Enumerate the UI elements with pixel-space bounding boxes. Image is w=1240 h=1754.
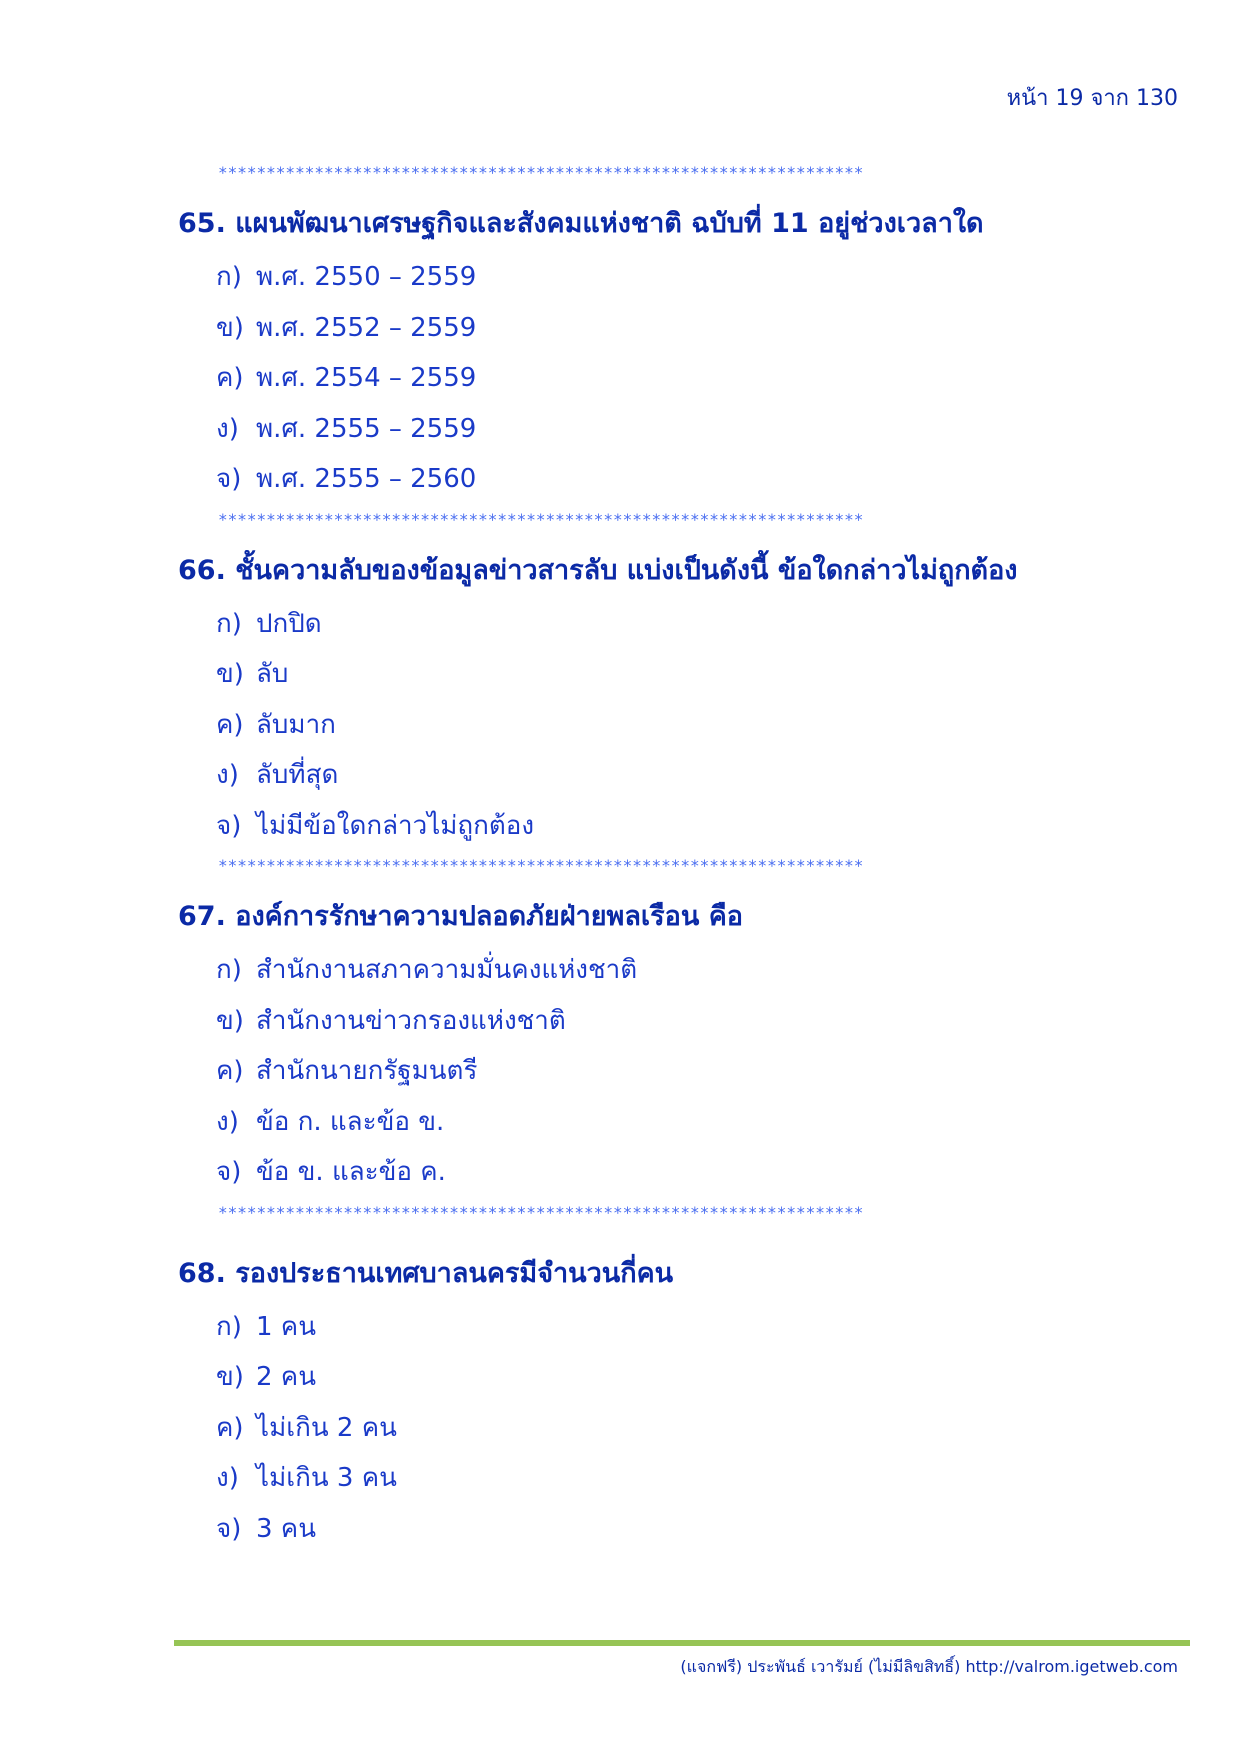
option xyxy=(216,1046,1158,1097)
option xyxy=(216,1453,1158,1504)
option-text: ไม่เกิน 2 คน xyxy=(256,1412,397,1443)
footer-divider xyxy=(174,1640,1190,1646)
option xyxy=(216,252,1158,303)
option-text: 1 คน xyxy=(256,1311,316,1342)
option-text: ข้อ ข. และข้อ ค. xyxy=(256,1157,446,1187)
divider: ******************************************************************* xyxy=(218,856,864,875)
option-letter: ค) xyxy=(216,1056,244,1086)
option-list xyxy=(178,252,1158,505)
option-text: พ.ศ. 2555 – 2559 xyxy=(256,413,477,444)
option-letter: ค) xyxy=(216,363,244,393)
option xyxy=(216,801,1158,852)
option-text: พ.ศ. 2552 – 2559 xyxy=(256,312,477,343)
option xyxy=(216,1147,1158,1198)
option xyxy=(216,1352,1158,1403)
option xyxy=(216,1504,1158,1555)
option-letter: ข) xyxy=(216,659,244,689)
option-list xyxy=(178,1302,1158,1555)
quiz-content xyxy=(178,158,1158,1554)
option xyxy=(216,649,1158,700)
option xyxy=(216,1097,1158,1148)
option-text: ลับที่สุด xyxy=(256,760,339,790)
option-text: พ.ศ. 2550 – 2559 xyxy=(256,262,477,292)
option xyxy=(216,945,1158,996)
option-letter: ข) xyxy=(216,312,244,343)
question-title: 66. ชั้นความลับของข้อมูลข่าวสารลับ แบ่งเป็นดังนี้ ข้อใดกล่าวไม่ถูกต้อง xyxy=(178,554,1018,586)
option-letter: จ) xyxy=(216,1513,242,1544)
option-letter: ก) xyxy=(216,1311,242,1342)
option-text: ลับมาก xyxy=(256,709,336,740)
option-text: สำนักงานข่าวกรองแห่งชาติ xyxy=(256,1005,566,1036)
option-letter: ง) xyxy=(216,1463,239,1493)
option xyxy=(216,454,1158,505)
option xyxy=(216,404,1158,455)
option xyxy=(216,353,1158,404)
question-title: 67. องค์การรักษาความปลอดภัยฝ่ายพลเรือน คือ xyxy=(178,901,743,932)
question-67 xyxy=(178,895,1158,1198)
option-list xyxy=(178,945,1158,1198)
option-letter: ง) xyxy=(216,1106,239,1137)
option xyxy=(216,750,1158,801)
option-text: สำนักงานสภาความมั่นคงแห่งชาติ xyxy=(256,955,638,985)
option-text: สำนักนายกรัฐมนตรี xyxy=(256,1056,478,1086)
option-letter: ก) xyxy=(216,262,242,292)
option-letter: จ) xyxy=(216,464,242,494)
option-text: พ.ศ. 2554 – 2559 xyxy=(256,363,477,393)
option-text: 2 คน xyxy=(256,1362,316,1392)
option-letter: ค) xyxy=(216,1412,244,1443)
footer-credit: (แจกฟรี) ประพันธ์ เวารัมย์ (ไม่มีลิขสิทธิ์) http://valrom.igetweb.com xyxy=(680,1657,1178,1676)
question-title: 68. รองประธานเทศบาลนครมีจำนวนกี่คน xyxy=(178,1257,674,1289)
option-text: ลับ xyxy=(256,659,289,689)
option xyxy=(216,996,1158,1047)
option-list xyxy=(178,599,1158,852)
option-letter: ง) xyxy=(216,413,239,444)
page-number: หน้า 19 จาก 130 xyxy=(1006,86,1178,111)
option xyxy=(216,700,1158,751)
option xyxy=(216,599,1158,650)
question-68 xyxy=(178,1252,1158,1555)
question-65 xyxy=(178,202,1158,505)
option-text: ไม่เกิน 3 คน xyxy=(256,1463,397,1493)
divider: ******************************************************************* xyxy=(218,163,864,182)
divider: ******************************************************************* xyxy=(218,509,864,529)
question-66 xyxy=(178,549,1158,852)
option-letter: จ) xyxy=(216,1157,242,1187)
option-text: ปกปิด xyxy=(256,608,322,639)
option xyxy=(216,1302,1158,1353)
option-letter: จ) xyxy=(216,810,242,841)
option-text: ข้อ ก. และข้อ ข. xyxy=(256,1106,445,1137)
option-letter: ง) xyxy=(216,760,239,790)
option-letter: ข) xyxy=(216,1362,244,1392)
divider: ******************************************************************* xyxy=(218,1202,864,1222)
question-title: 65. แผนพัฒนาเศรษฐกิจและสังคมแห่งชาติ ฉบับที่ 11 อยู่ช่วงเวลาใด xyxy=(178,208,984,239)
option xyxy=(216,1403,1158,1454)
option-text: พ.ศ. 2555 – 2560 xyxy=(256,464,477,494)
option-letter: ข) xyxy=(216,1005,244,1036)
option-text: 3 คน xyxy=(256,1513,316,1544)
option-letter: ก) xyxy=(216,955,242,985)
option-text: ไม่มีข้อใดกล่าวไม่ถูกต้อง xyxy=(256,810,535,841)
option xyxy=(216,303,1158,354)
option-letter: ค) xyxy=(216,709,244,740)
option-letter: ก) xyxy=(216,608,242,639)
